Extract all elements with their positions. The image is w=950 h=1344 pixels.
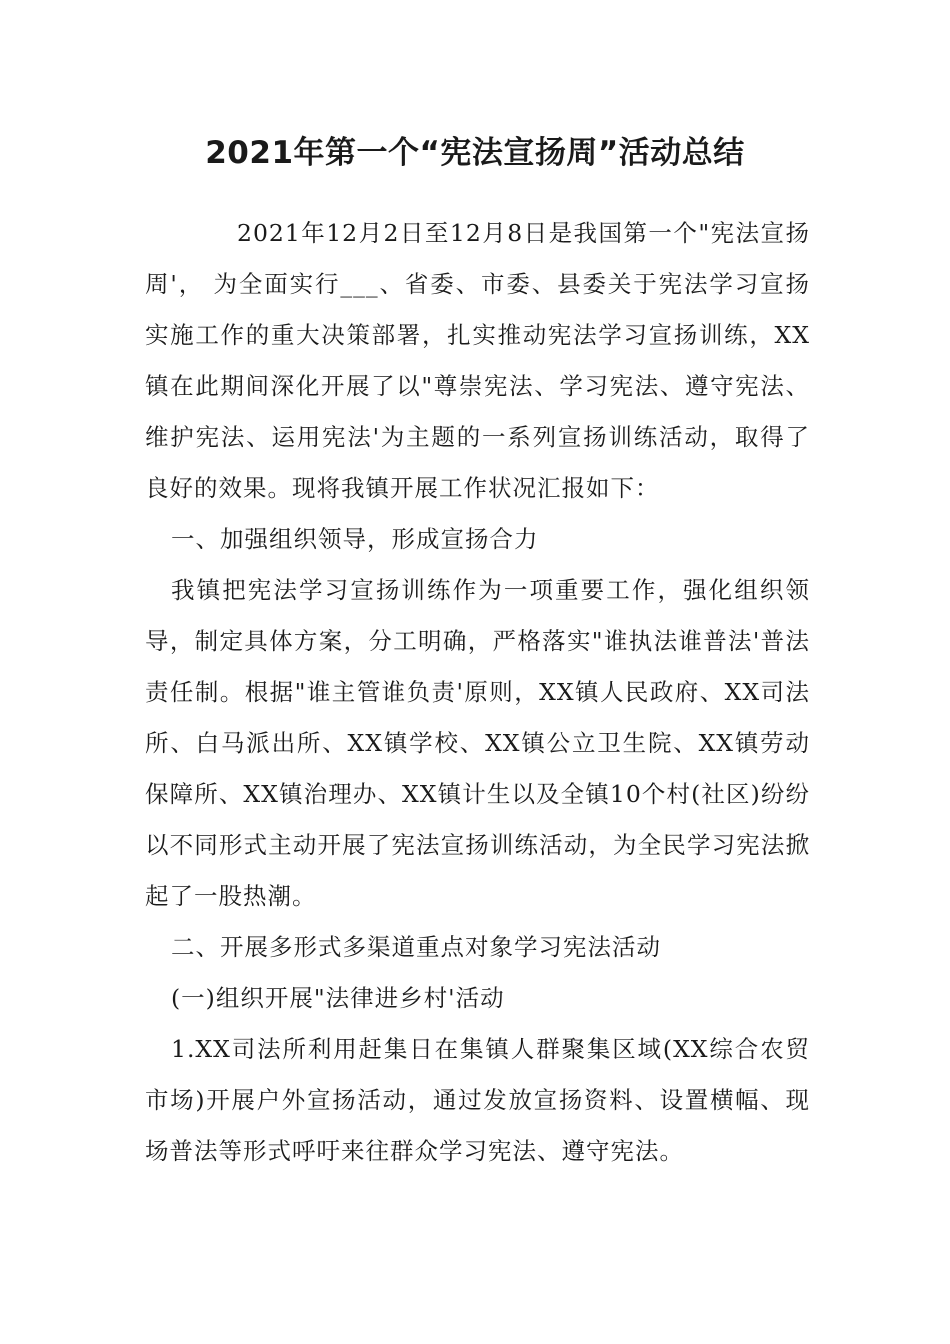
document-title: 2021年第一个“宪法宣扬周”活动总结 — [205, 135, 745, 171]
subsection-1-item-1: 1.XX司法所利用赶集日在集镇人群聚集区域(XX综合农贸市场)开展户外宣扬活动，通过发放宣扬资料、设置横幅、现场普法等形式呼吁来往群众学习宪法、遵守宪法。 — [145, 1035, 810, 1165]
intro-paragraph: 2021年12月2日至12月8日是我国第一个"宪法宣扬周'， 为全面实行___、省委、市委、县委关于宪法学习宣扬实施工作的重大决策部署，扎实推动宪法学习宣扬训练，XX镇在此期间深化开展了以"尊崇宪法、学习宪法、遵守宪法、维护宪法、运用宪法'为主题的一系列宣扬训练活动，取得了良好的效果。现将我镇开展工作状况汇报如下： — [145, 219, 810, 502]
section-1-paragraph: 我镇把宪法学习宣扬训练作为一项重要工作，强化组织领导，制定具体方案，分工明确，严格落实"谁执法谁普法'普法责任制。根据"谁主管谁负责'原则，XX镇人民政府、XX司法所、白马派出所、XX镇学校、XX镇公立卫生院、XX镇劳动保障所、XX镇治理办、XX镇计生以及全镇10个村(社区)纷纷以不同形式主动开展了宪法宣扬训练活动，为全民学习宪法掀起了一股热潮。 — [145, 576, 810, 910]
subsection-heading-1: (一)组织开展"法律进乡村'活动 — [171, 984, 505, 1012]
section-heading-2: 二、开展多形式多渠道重点对象学习宪法活动 — [171, 933, 661, 961]
section-heading-1: 一、加强组织领导，形成宣扬合力 — [171, 525, 539, 553]
document-body — [145, 208, 810, 1177]
